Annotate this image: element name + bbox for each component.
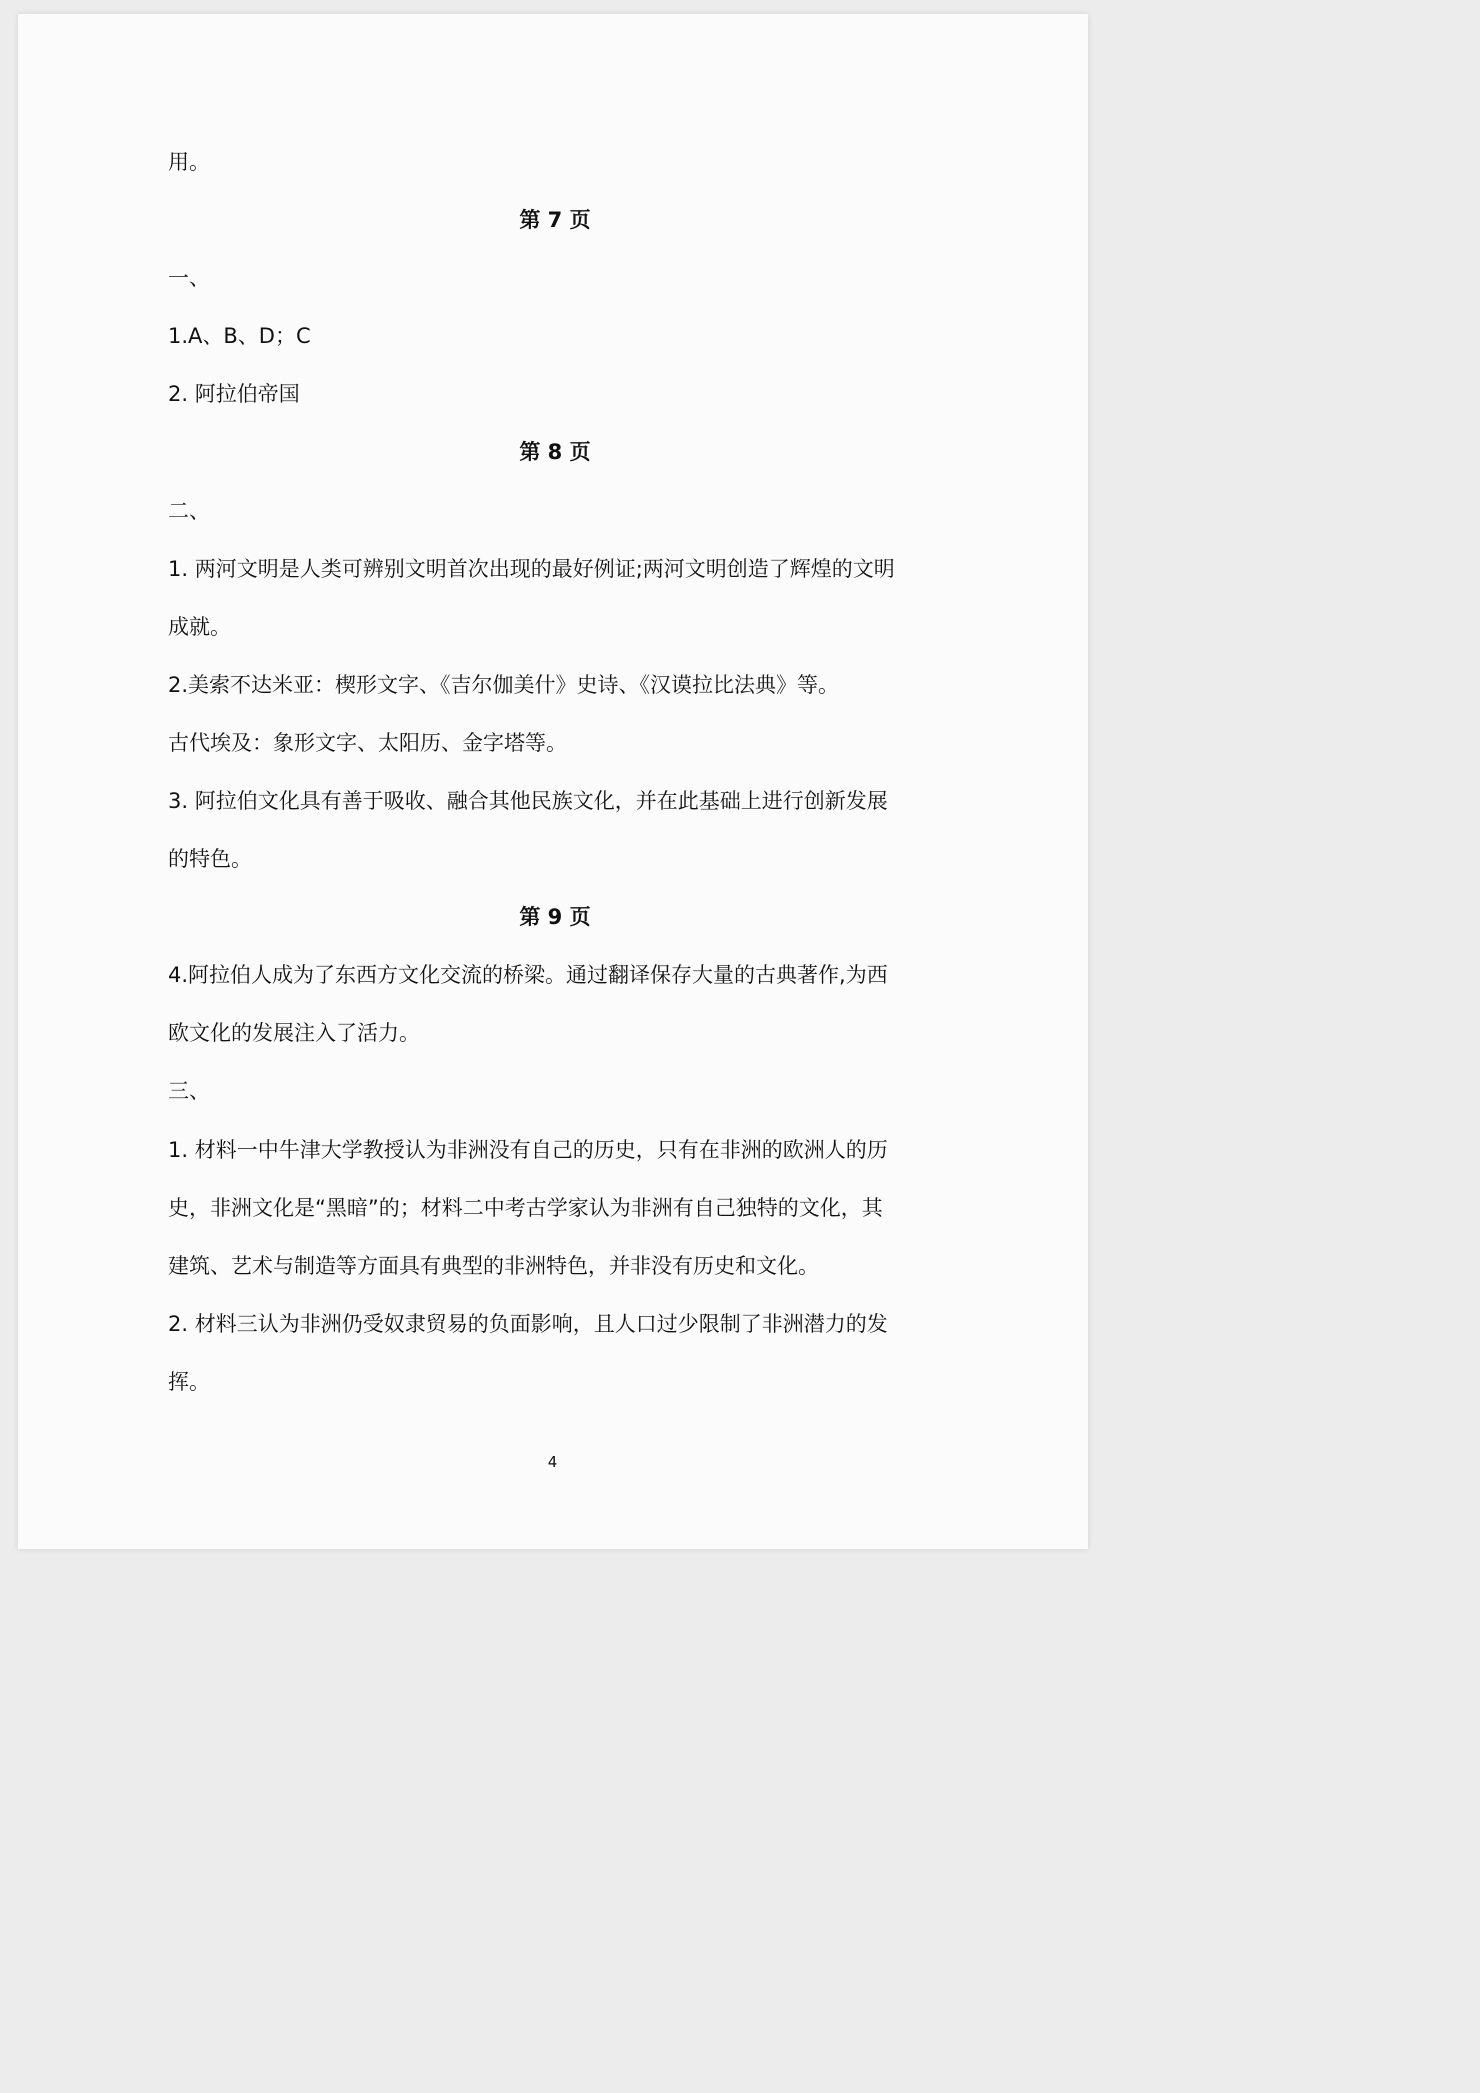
answer-line: 建筑、艺术与制造等方面具有典型的非洲特色，并非没有历史和文化。 <box>168 1254 819 1278</box>
answer-line: 成就。 <box>168 615 231 639</box>
page-heading-9: 第 9 页 <box>519 905 591 929</box>
answer-line: 2. 材料三认为非洲仍受奴隶贸易的负面影响，且人口过少限制了非洲潜力的发 <box>168 1312 888 1336</box>
answer-line: 4.阿拉伯人成为了东西方文化交流的桥梁。通过翻译保存大量的古典著作,为西 <box>168 963 888 987</box>
answer-line: 史，非洲文化是“黑暗”的；材料二中考古学家认为非洲有自己独特的文化，其 <box>168 1196 883 1220</box>
answer-line: 古代埃及：象形文字、太阳历、金字塔等。 <box>168 731 567 755</box>
answer-line: 2.美索不达米亚：楔形文字、《吉尔伽美什》史诗、《汉谟拉比法典》等。 <box>168 673 840 697</box>
answer-line: 1. 材料一中牛津大学教授认为非洲没有自己的历史，只有在非洲的欧洲人的历 <box>168 1138 888 1162</box>
answer-line: 欧文化的发展注入了活力。 <box>168 1021 420 1045</box>
answer-line: 1. 两河文明是人类可辨别文明首次出现的最好例证;两河文明创造了辉煌的文明 <box>168 557 895 581</box>
answer-line: 2. 阿拉伯帝国 <box>168 382 300 406</box>
document-body <box>168 0 948 1430</box>
section-marker-2: 二、 <box>168 499 210 523</box>
page-heading-7: 第 7 页 <box>519 208 591 232</box>
section-marker-3: 三、 <box>168 1079 210 1103</box>
page-number: 4 <box>547 1453 558 1471</box>
answer-line: 3. 阿拉伯文化具有善于吸收、融合其他民族文化，并在此基础上进行创新发展 <box>168 789 888 813</box>
answer-line: 挥。 <box>168 1370 210 1394</box>
text-line: 用。 <box>168 150 210 174</box>
answer-line: 的特色。 <box>168 847 252 871</box>
page-heading-8: 第 8 页 <box>519 440 591 464</box>
answer-line: 1.A、B、D；C <box>168 324 311 348</box>
section-marker-1: 一、 <box>168 266 210 290</box>
